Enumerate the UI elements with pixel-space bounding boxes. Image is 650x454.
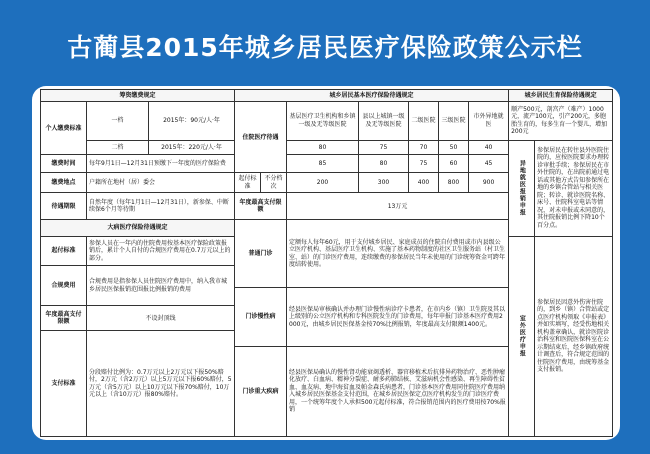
scope-label: 合规费用 (41, 265, 87, 305)
start-label: 起付标准 (41, 236, 87, 265)
major-illness-header: 大病医疗保险待遇规定 (41, 220, 235, 236)
level-header-4: 三级医院 (439, 102, 469, 140)
mid-header: 城乡居民基本医疗保险待遇规定 (235, 90, 509, 102)
deductible-sub: 不分档次 (261, 173, 287, 193)
deductible-2: 300 (359, 173, 409, 193)
time-label: 缴费时间 (41, 155, 87, 173)
policy-table (40, 89, 613, 437)
local-value: 参保居民因意外伤害住院的，到乡（镇）合管站或定点医疗机构领取《申报表》并如实填写，经受伤地相关机构盖章确认，就诊医院诊治科室和医院医保科室在公示期结束后，经乡镇政府统计调查后，符合规定范围的住院医疗费用，由统筹基金支付报销。 (535, 236, 613, 436)
period-label: 待遇期限 (41, 193, 87, 220)
remote-label: 异地就医报销申报 (509, 140, 535, 236)
serious-label: 门诊重大疾病 (235, 346, 287, 436)
ratio-tier1-3: 70 (409, 140, 439, 155)
ratio-tier2-3: 75 (409, 155, 439, 173)
tier2-fee: 2015年：220元/人·年 (149, 140, 235, 155)
ratio-tier1-1: 80 (287, 140, 359, 155)
time-value: 每年9月1日—12月31日预缴下一年度的医疗保险费 (87, 155, 235, 173)
deductible-5: 900 (469, 173, 509, 193)
deductible-4: 800 (439, 173, 469, 193)
local-label: 室外医疗申报 (509, 236, 535, 436)
ratio-tier1-5: 40 (469, 140, 509, 155)
serious-value: 经县医保局确认的慢性肾功能衰竭透析、器官移植术后抗排异药物治疗、恶性肿瘤化放疗、白血病、精神分裂症、耐多药肺结核、艾滋病机会性感染、再生障碍性贫血、血友病、地中海贫血及帕金森氏病患者，门诊基本医疗费用同住院医疗费用纳入城乡居民医保基金支付范围，在城乡居民医保定点医疗机构发生的门诊医疗费用，一个统筹年度个人承担500元起付标准，符合报销范围内的医疗费用按70%报销 (287, 346, 509, 436)
outpatient-value: 定额每人每年60元，用于支付城乡居民、家庭成员的住院自付费用或市内县级公立医疗机构、基层医疗卫生机构、实施了基本药物制度的社区卫生服务站（村卫生室、站）的门诊医疗费用，连续缴费的参保居民当年未使用的门诊统筹资金可跨年度结转使用。 (287, 220, 509, 288)
annual-max-label: 年度最高支付限额 (41, 306, 87, 331)
ratio-tier2-5: 45 (469, 155, 509, 173)
inpatient-label: 住院医疗待遇 (235, 102, 287, 173)
pay-value: 分段赔付比例为：0.7万元以上2万元以下报50%赔付，2万元（含2万元）以上5万元以下报60%赔付，5万元（含5万元）以上10万元以下报70%赔付，10万元以上（含10万元）报80%赔付。 (87, 331, 235, 437)
ratio-tier2-4: 60 (439, 155, 469, 173)
scope-value: 合规费用是指参保人员住院医疗费用中，纳入我市城乡居民医保报销范围报比例报销的费用 (87, 265, 235, 305)
deductible-label: 起付标准 (235, 173, 261, 193)
board-title: 古蔺县2015年城乡居民医疗保险政策公示栏 (67, 33, 583, 62)
start-value: 参保人员在一年内的住院费用按基本医疗保险政策报销后，累计个人自付的合规医疗费用在0.7万元以上的部分。 (87, 236, 235, 265)
maternity-value: 顺产500元，剖宫产（难产）1000元，流产100元，引产200元，多胞胎生育的，每多生育一个婴儿，增加200元 (509, 102, 613, 140)
annual-limit-value: 13万元 (287, 193, 509, 220)
ratio-tier2-2: 80 (359, 155, 409, 173)
annual-max-value: 不设封顶线 (87, 306, 235, 331)
chronic-value: 经县医保局审核确认并办理门诊慢性病诊疗卡患者，在市内乡（镇）卫生院及其以上级别的公立医疗机构和专科医院发生的门诊费用，每年申报门诊基本医疗费用2000元，由城乡居民医保基金按70%比例报销，年度最高支付限额1400元。 (287, 288, 509, 346)
chronic-label: 门诊慢性病 (235, 288, 287, 346)
right-header: 城乡居民生育保险待遇规定 (509, 90, 613, 102)
ratio-tier2-1: 85 (287, 155, 359, 173)
ratio-tier1-2: 75 (359, 140, 409, 155)
deductible-1: 200 (287, 173, 359, 193)
ratio-tier1-4: 50 (439, 140, 469, 155)
pay-label: 支付标准 (41, 331, 87, 437)
place-value: 户籍所在地村（居）委会 (87, 173, 235, 193)
tier1-fee: 2015年：90元/人·年 (149, 102, 235, 140)
level-header-5: 市外异地就医 (469, 102, 509, 140)
period-value: 自然年度（每年1月1日—12月31日），新参保、中断续保6个月等待期 (87, 193, 235, 220)
left-header: 筹资缴费规定 (41, 90, 235, 102)
level-header-1: 基层医疗卫生机构和乡镇一级及无等级医院 (287, 102, 359, 140)
personal-fee-label: 个人缴费标准 (41, 102, 87, 155)
remote-value: 参保居民在转往县外医院住院的，应按医院要求办理转诊审批手续；参保居民在市外住院的，在出院前通过电话或其他方式告知参保所在地的乡镇合管站与相关医院；转诊、就诊医院名称、床号、住院科室电话等情况，对未申报或未同意的，其住院报销比例下降10个百分点。 (535, 140, 613, 236)
level-header-2: 县以上城镇一级及无等级医院 (359, 102, 409, 140)
annual-limit-label: 年度最高支付限额 (235, 193, 287, 220)
place-label: 缴费地点 (41, 173, 87, 193)
deductible-3: 400 (409, 173, 439, 193)
outpatient-label: 普通门诊 (235, 220, 287, 288)
level-header-3: 二级医院 (409, 102, 439, 140)
content-panel (32, 86, 620, 440)
tier2-label: 二档 (87, 140, 149, 155)
tier1-label: 一档 (87, 102, 149, 140)
